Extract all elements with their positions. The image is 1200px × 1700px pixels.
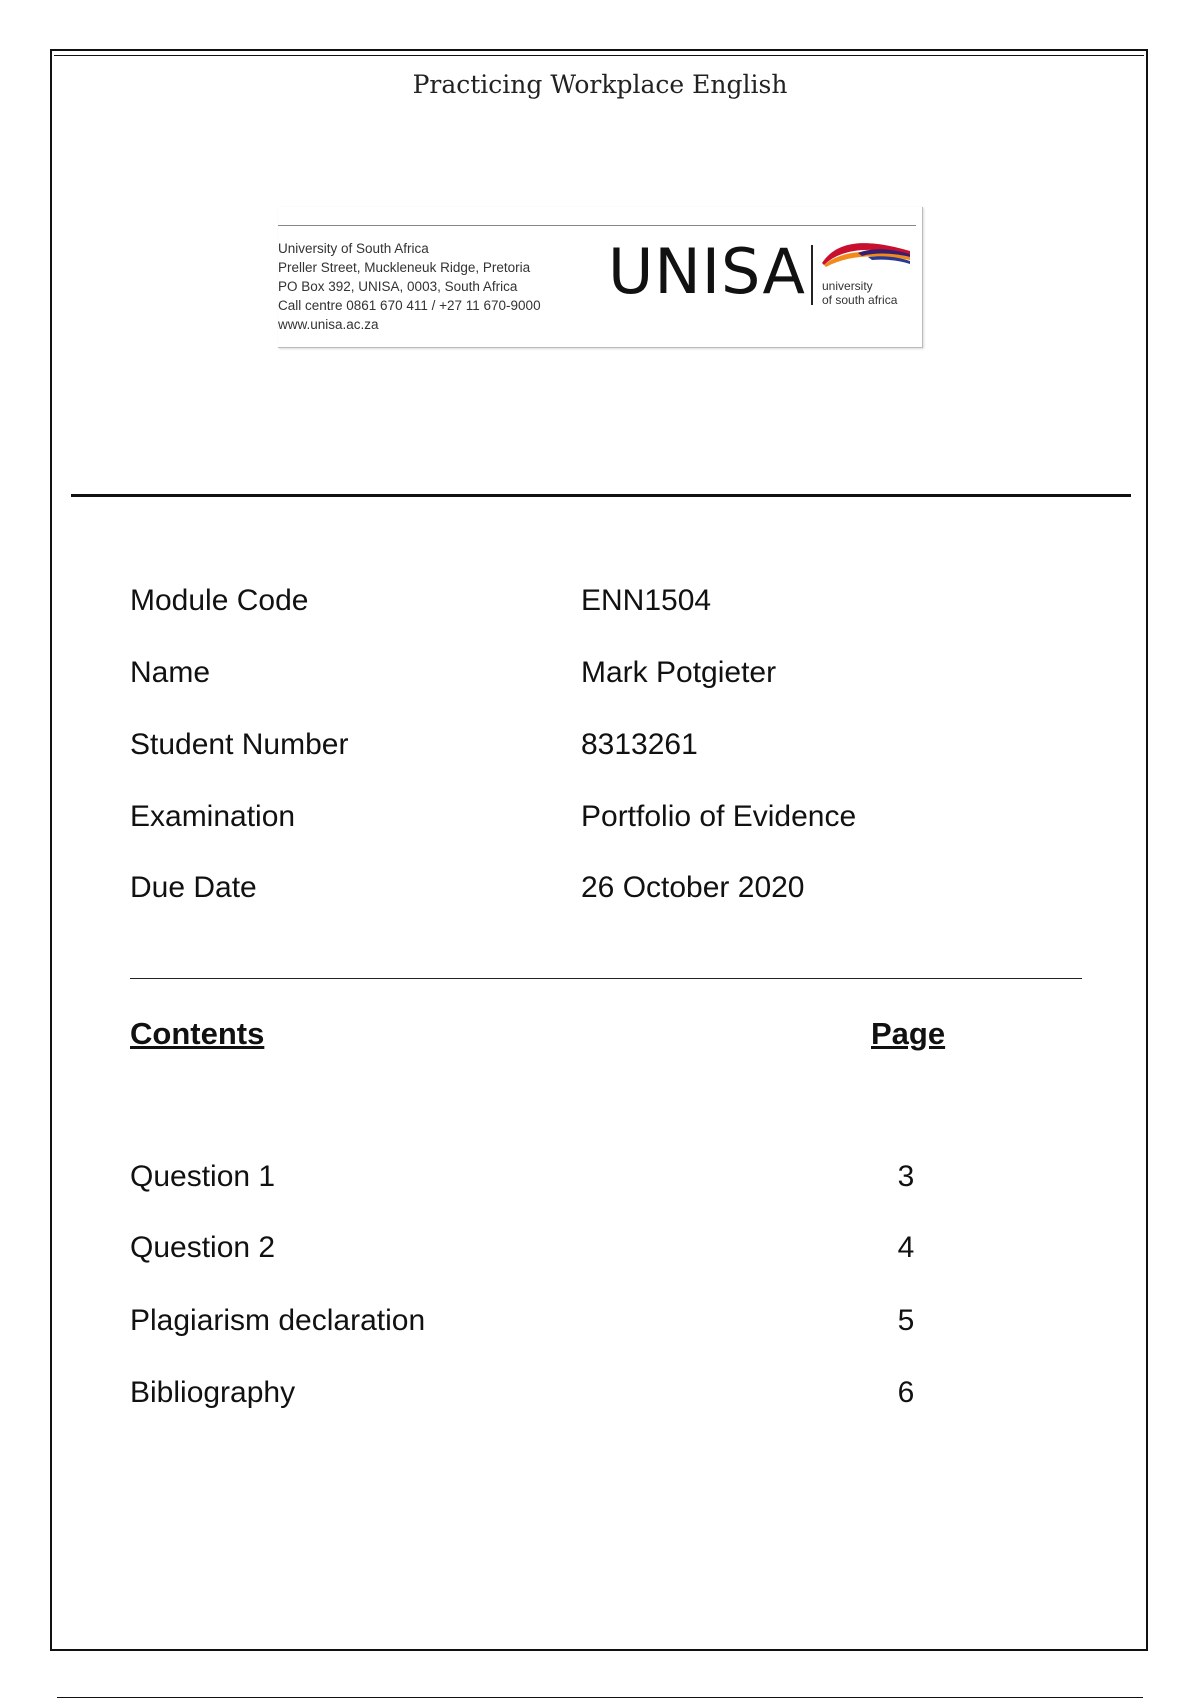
running-header: Practicing Workplace English [412,70,788,99]
address-line: PO Box 392, UNISA, 0003, South Africa [278,279,518,294]
name-label: Name [130,656,211,689]
student-number-label: Student Number [130,728,349,761]
unisa-letterhead [278,207,923,348]
toc-item-page: 3 [897,1160,915,1193]
page-border-inner-rule [54,55,1144,56]
due-date-label: Due Date [130,871,257,904]
section-divider [71,494,1131,497]
address-line: University of South Africa [278,241,429,256]
due-date-value: 26 October 2020 [581,871,805,904]
address-line: www.unisa.ac.za [278,317,379,332]
page-heading: Page [871,1016,946,1051]
unisa-logo-text: UNISA [608,235,806,308]
examination-value: Portfolio of Evidence [581,800,857,833]
contents-heading: Contents [130,1016,265,1051]
examination-label: Examination [130,800,296,833]
toc-item-label: Question 1 [130,1160,276,1193]
footer-rule [57,1697,1143,1698]
tagline-line: of south africa [822,293,898,307]
toc-item-label: Question 2 [130,1231,276,1264]
student-number-value: 8313261 [581,728,698,761]
module-code-value: ENN1504 [581,584,712,617]
toc-item-label: Bibliography [130,1376,296,1409]
separator-line [130,978,1082,979]
toc-item-label: Plagiarism declaration [130,1304,426,1337]
name-value: Mark Potgieter [581,656,777,689]
letterhead-rule [278,225,916,226]
address-line: Preller Street, Muckleneuk Ridge, Pretoria [278,260,531,275]
unisa-tagline [822,279,897,307]
toc-item-page: 4 [897,1231,915,1264]
toc-item-page: 5 [897,1304,915,1337]
address-line: Call centre 0861 670 411 / +27 11 670-9000 [278,298,541,313]
toc-item-page: 6 [897,1376,915,1409]
letterhead-address [278,239,541,334]
module-code-label: Module Code [130,584,309,617]
logo-divider [811,245,813,305]
tagline-line: university [822,279,873,293]
unisa-flag-icon [818,237,914,273]
